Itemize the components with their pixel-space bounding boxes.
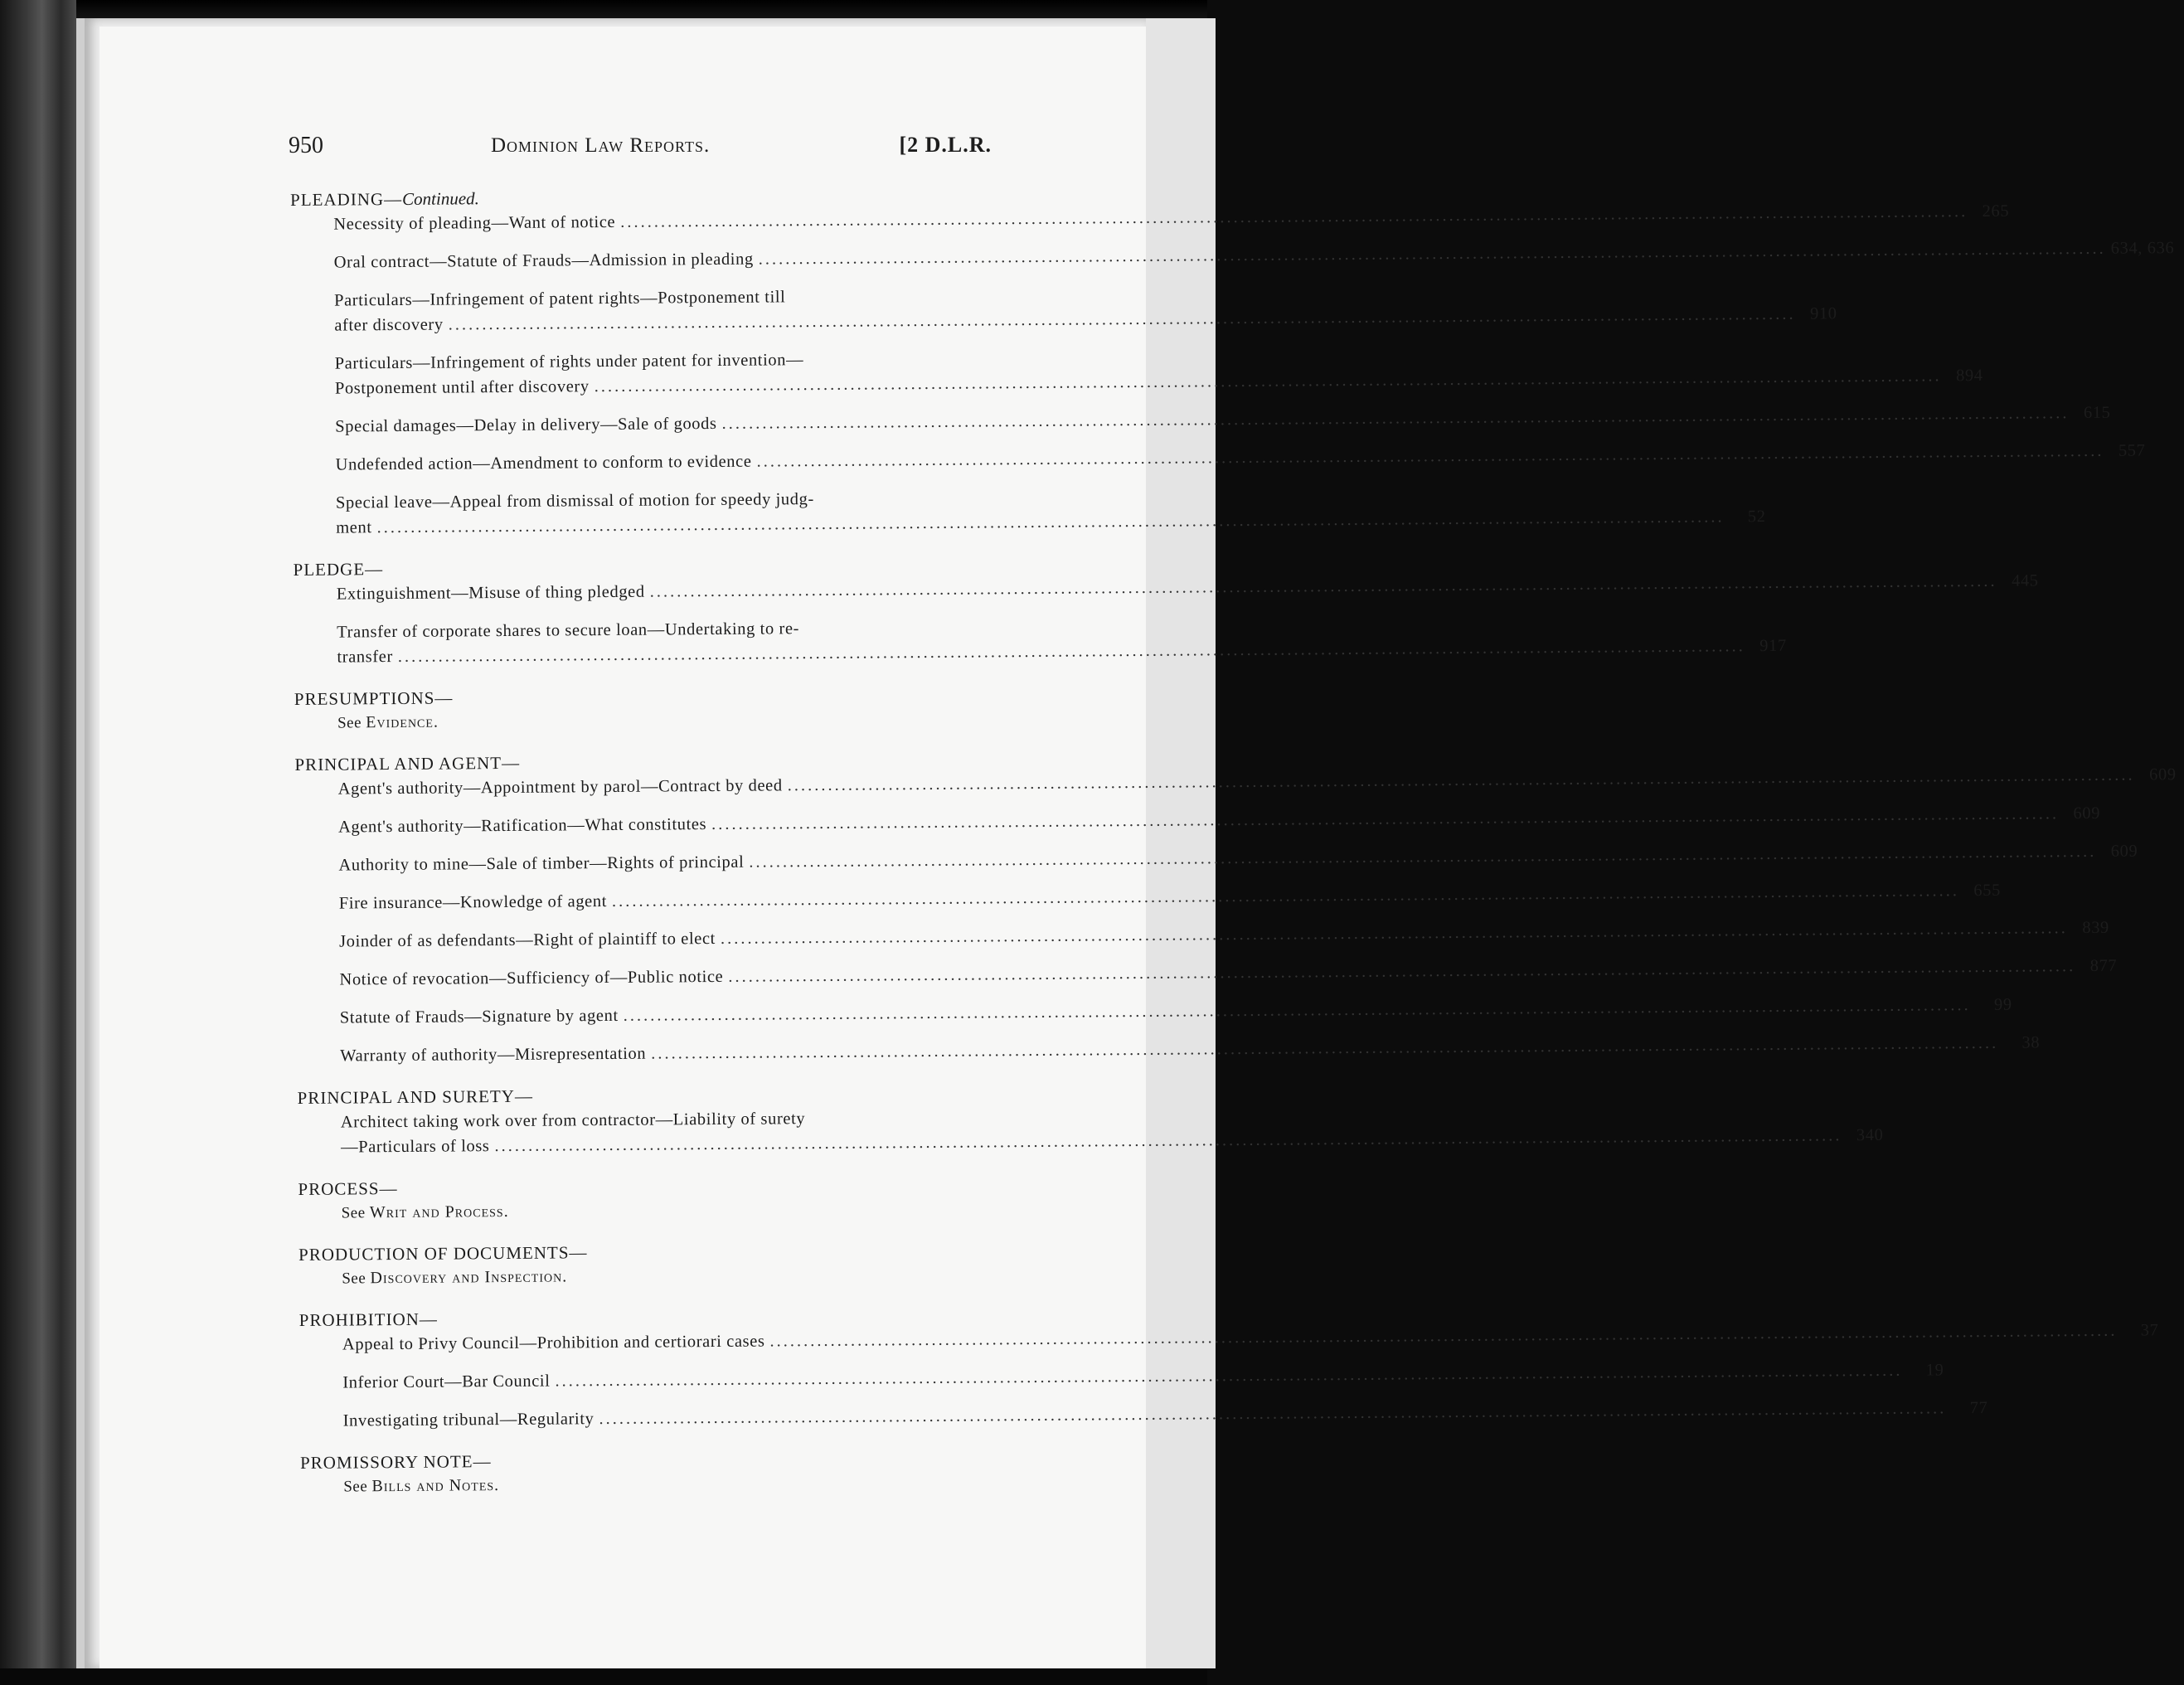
cross-reference <box>294 706 999 736</box>
page-ref: 557 <box>2118 441 2146 460</box>
page-ref: 839 <box>2082 918 2109 938</box>
entry-text: Authority to mine—Sale of timber—Rights of principal <box>338 852 745 875</box>
heading-text: PRINCIPAL AND SURETY— <box>297 1085 534 1108</box>
heading-text: PROMISSORY NOTE— <box>299 1451 492 1473</box>
entry-text: —Particulars of loss <box>340 1137 490 1157</box>
heading-text: PLEDGE— <box>293 559 384 580</box>
entry-text: Notice of revocation—Sufficiency of—Public notice <box>339 967 724 989</box>
entry-text-line1: Particulars—Infringement of patent rights—Postponement till <box>333 288 786 310</box>
entry-row <box>337 636 1787 669</box>
index-entry <box>293 485 1766 541</box>
index-entry <box>291 239 2175 275</box>
entry-text: Joinder of as defendants—Right of plaintiff to elect <box>339 929 716 951</box>
leader-dots: ........................................................................................................................................................................................................ <box>555 1361 1903 1391</box>
entry-row <box>340 1125 1884 1159</box>
scan-bottom-edge <box>0 1668 1207 1685</box>
book-spine <box>0 0 76 1685</box>
heading-text: PROHIBITION— <box>298 1309 438 1330</box>
page-ref: 634, 636 <box>2110 239 2175 258</box>
index-entry <box>291 283 1837 338</box>
page-ref: 917 <box>1759 636 1787 656</box>
index-entry <box>295 765 2177 802</box>
see-target: Evidence. <box>366 712 439 732</box>
leader-dots: ........................................................................................................................................................................................................ <box>397 637 1745 666</box>
entry-row <box>336 507 1766 540</box>
entry-text: Undefended action—Amendment to conform to evidence <box>335 452 752 474</box>
index-entry <box>299 1361 1944 1396</box>
index-heading <box>298 1081 1002 1109</box>
leader-dots: ........................................................................................................................................................................................................ <box>448 304 1796 334</box>
leader-dots: ........................................................................................................................................................................................................ <box>728 957 2076 986</box>
index-entry <box>292 346 1983 401</box>
leader-dots: ........................................................................................................................................................................................................ <box>720 919 2068 948</box>
cross-reference <box>298 1196 1003 1226</box>
page-ref: 265 <box>1982 202 2010 221</box>
entry-text: after discovery <box>334 315 444 335</box>
leader-dots: ........................................................................................................................................................................................................ <box>620 202 1968 231</box>
leader-dots: ........................................................................................................................................................................................................ <box>649 571 1997 601</box>
page-ref: 609 <box>2073 804 2101 823</box>
leader-dots: ........................................................................................................................................................................................................ <box>787 765 2135 795</box>
index-heading <box>298 1238 1003 1265</box>
entry-text: Statute of Frauds—Signature by agent <box>339 1006 619 1027</box>
entry-text: transfer <box>337 648 393 667</box>
page-ref: 37 <box>2140 1321 2159 1340</box>
see-prefix: See <box>343 1478 368 1496</box>
leader-dots: ........................................................................................................................................................................................................ <box>711 804 2060 834</box>
leader-dots: ........................................................................................................................................................................................................ <box>758 239 2106 269</box>
page-ref: 99 <box>1993 995 2012 1014</box>
entry-text: Special damages—Delay in delivery—Sale of goods <box>335 414 717 436</box>
index-entry <box>296 956 2118 993</box>
index-entry <box>300 1398 1988 1434</box>
index-entry <box>295 842 2138 878</box>
heading-continued: Continued. <box>402 188 479 209</box>
entry-text: Investigating tribunal—Regularity <box>342 1410 595 1430</box>
entry-text: Postponement until after discovery <box>334 377 590 398</box>
entry-text: Oral contract—Statute of Frauds—Admission in pleading <box>333 250 754 272</box>
entry-text: Appeal to Privy Council—Prohibition and certiorari cases <box>342 1332 765 1354</box>
running-title: Dominion Law Reports. <box>491 134 711 157</box>
page-header <box>289 133 992 166</box>
index-heading <box>299 1304 1004 1331</box>
heading-text: PRESUMPTIONS— <box>294 687 454 709</box>
entry-text: Fire insurance—Knowledge of agent <box>338 892 608 913</box>
index-heading <box>294 682 999 710</box>
index-entry <box>299 1321 2159 1357</box>
heading-text: PLEADING— <box>290 188 403 210</box>
entry-text-line1: Architect taking work over from contractor—Liability of surety <box>340 1110 806 1132</box>
index-entry <box>297 995 2012 1031</box>
index-heading <box>294 748 999 775</box>
index-entry <box>292 403 2111 439</box>
page-ref: 38 <box>2021 1033 2041 1052</box>
page-ref: 655 <box>1973 881 2002 901</box>
page-ref: 52 <box>1747 507 1766 527</box>
heading-text: PROCESS— <box>298 1178 398 1199</box>
index-entry <box>295 804 2101 840</box>
volume-reference: [2 D.L.R. <box>899 133 992 157</box>
leader-dots: ........................................................................................................................................................................................................ <box>376 507 1725 537</box>
leader-dots: ........................................................................................................................................................................................................ <box>494 1126 1842 1156</box>
page-ref: 609 <box>2110 842 2138 861</box>
cross-reference <box>298 1261 1003 1291</box>
index-entry <box>296 881 2002 916</box>
see-prefix: See <box>341 1204 366 1222</box>
entry-text: Warranty of authority—Misrepresentation <box>340 1044 647 1066</box>
page-ref: 615 <box>2083 403 2111 423</box>
see-prefix: See <box>337 714 362 732</box>
page-ref: 609 <box>2148 765 2177 784</box>
page-ref: 340 <box>1856 1125 1884 1145</box>
page-ref: 877 <box>2089 956 2118 975</box>
leader-dots: ........................................................................................................................................................................................................ <box>611 881 1960 910</box>
heading-text: PRINCIPAL AND AGENT— <box>294 752 521 775</box>
see-target: Bills and Notes. <box>371 1476 500 1496</box>
leader-dots: ........................................................................................................................................................................................................ <box>721 404 2070 433</box>
page-ref: 910 <box>1809 304 1837 323</box>
page-ref: 894 <box>1955 366 1983 386</box>
leader-dots: ........................................................................................................................................................................................................ <box>749 842 2097 872</box>
entry-text: Agent's authority—Appointment by parol—Contract by deed <box>337 776 783 799</box>
see-target: Writ and Process. <box>369 1202 509 1222</box>
entry-row <box>334 304 1837 337</box>
see-target: Discovery and Inspection. <box>370 1267 568 1288</box>
entry-text-line1: Special leave—Appeal from dismissal of motion for speedy judg- <box>335 490 814 512</box>
leader-dots: ........................................................................................................................................................................................................ <box>769 1321 2118 1351</box>
index-entry <box>294 614 1787 670</box>
index-entry <box>297 1033 2041 1069</box>
entry-text: Extinguishment—Misuse of thing pledged <box>336 582 645 604</box>
leader-dots: ........................................................................................................................................................................................................ <box>623 996 1971 1025</box>
leader-dots: ........................................................................................................................................................................................................ <box>651 1033 1999 1063</box>
page-ref: 19 <box>1925 1361 1944 1380</box>
entry-text-line1: Particulars—Infringement of rights under patent for invention— <box>334 351 804 373</box>
heading-text: PRODUCTION OF DOCUMENTS— <box>298 1242 588 1265</box>
entry-row <box>334 366 1983 401</box>
entry-text-line1: Transfer of corporate shares to secure loan—Undertaking to re- <box>337 619 800 642</box>
entry-text: ment <box>336 518 372 537</box>
entry-text: Necessity of pleading—Want of notice <box>333 212 616 234</box>
index-body <box>290 183 2177 1499</box>
entry-text: Inferior Court—Bar Council <box>342 1372 551 1392</box>
entry-text: Agent's authority—Ratification—What constitutes <box>337 815 707 837</box>
page-ref: 445 <box>2011 571 2039 590</box>
index-entry <box>290 202 2010 237</box>
index-heading <box>298 1173 1002 1200</box>
leader-dots: ........................................................................................................................................................................................................ <box>599 1399 1947 1429</box>
page-ref: 77 <box>1969 1398 1988 1418</box>
index-entry <box>292 441 2146 478</box>
index-entry <box>294 571 2039 607</box>
index-entry <box>296 918 2109 954</box>
index-heading <box>290 183 995 211</box>
leader-dots: ........................................................................................................................................................................................................ <box>594 367 1942 396</box>
index-heading <box>300 1446 1005 1474</box>
leader-dots: ........................................................................................................................................................................................................ <box>756 441 2104 471</box>
index-heading <box>294 553 998 580</box>
page-number: 950 <box>289 133 323 158</box>
index-entry <box>298 1105 1884 1160</box>
see-prefix: See <box>342 1270 366 1288</box>
